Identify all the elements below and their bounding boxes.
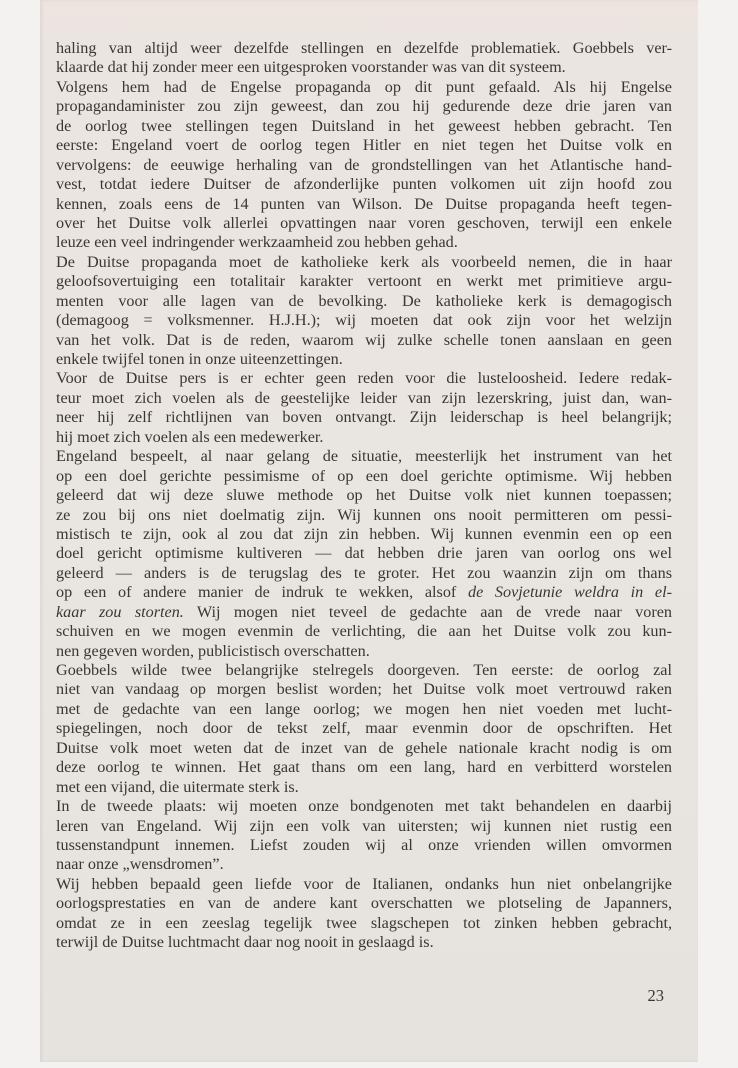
book-page <box>40 0 698 1062</box>
text-segment: Wij mogen niet teveel de gedachte aan de vrede naar voren <box>183 602 672 621</box>
text-segment: op een of andere manier de indruk te wekken, alsof <box>56 583 468 602</box>
text-line: geleerd — anders is de terugslag des te groter. Het zou waanzin zijn om thans <box>56 563 672 582</box>
paragraph <box>56 797 672 875</box>
text-line: leren van Engeland. Wij zijn een volk van uitersten; wij kunnen niet rustig een <box>56 816 672 835</box>
text-line: Engeland bespeelt, al naar gelang de situatie, meesterlijk het instrument van het <box>56 447 672 466</box>
text-line: Voor de Duitse pers is er echter geen reden voor die lusteloosheid. Iedere redak- <box>56 369 672 388</box>
text-line: oorlogsprestaties en van de andere kant overschatten we plotseling de Japanners, <box>56 894 672 913</box>
text-line: met de gedachte van een lange oorlog; we mogen hen niet voeden met lucht- <box>56 699 672 718</box>
italic-text: kaar zou storten. <box>56 602 184 621</box>
text-line: klaarde dat hij zonder meer een uitgesproken voorstander was van dit systeem. <box>56 58 566 77</box>
body-text <box>56 39 672 953</box>
paragraph <box>56 661 672 797</box>
text-line <box>56 603 672 622</box>
paragraph <box>56 369 672 447</box>
text-line: (demagoog = volksmenner. H.J.H.); wij moeten dat ook zijn voor het welzijn <box>56 311 672 330</box>
text-line: hij moet zich voelen als een medewerker. <box>56 427 324 446</box>
text-line: geloofsovertuiging een totalitair karakter vertoont en werkt met primitieve argu- <box>56 272 672 291</box>
text-line: nen gegeven worden, publicistisch overschatten. <box>56 641 370 660</box>
paragraph <box>56 447 672 661</box>
text-line: doel gericht optimisme kultiveren — dat hebben drie jaren van oorlog ons wel <box>56 544 672 563</box>
text-line: ze zou bij ons niet doelmatig zijn. Wij kunnen ons nooit permitteren om pessi- <box>56 505 672 524</box>
text-line: niet van vandaag op morgen beslist worden; het Duitse volk moet vertrouwd raken <box>56 680 672 699</box>
text-line: over het Duitse volk allerlei opvattingen naar voren geschoven, terwijl een enkele <box>56 213 672 232</box>
text-line: haling van altijd weer dezelfde stellingen en dezelfde problematiek. Goebbels ver- <box>56 39 672 57</box>
text-line: de oorlog twee stellingen tegen Duitsland in het geweest hebben gebracht. Ten <box>56 116 672 135</box>
text-line: leuze een veel indringender werkzaamheid zou hebben gehad. <box>56 233 458 252</box>
text-line: Volgens hem had de Engelse propaganda op dit punt gefaald. Als hij Engelse <box>56 77 672 96</box>
text-line <box>56 583 672 602</box>
text-line: In de tweede plaats: wij moeten onze bondgenoten met takt behandelen en daarbij <box>56 797 672 816</box>
text-line: vervolgens: de eeuwige herhaling van de grondstellingen van het Atlantische hand- <box>56 155 672 174</box>
text-line: vest, totdat iedere Duitser de afzonderlijke punten volkomen uit zijn hoofd zou <box>56 175 672 194</box>
italic-text: de Sovjetunie weldra in el- <box>467 583 672 602</box>
text-line: neer hij zelf richtlijnen van boven ontvangt. Zijn leiderschap is heel belangrijk; <box>56 408 672 427</box>
text-line: geleerd dat wij deze sluwe methode op het Duitse volk niet kunnen toepassen; <box>56 486 672 505</box>
text-line: enkele twijfel tonen in onze uiteenzettingen. <box>56 350 343 368</box>
text-line: propagandaminister zou zijn geweest, dan zou hij gedurende deze drie jaren van <box>56 97 672 116</box>
text-line: Wij hebben bepaald geen liefde voor de Italianen, ondanks hun niet onbelangrijke <box>56 874 672 893</box>
text-line: Duitse volk moet weten dat de inzet van de gehele nationale kracht nodig is om <box>56 738 672 757</box>
text-line: tussenstandpunt innemen. Liefst zouden wij al onze vrienden willen omvormen <box>56 835 672 854</box>
text-line: omdat ze in een zeeslag tegelijk twee slagschepen tot zinken hebben gebracht, <box>56 913 672 932</box>
paragraph <box>56 78 672 253</box>
text-line: naar onze „wensdromen”. <box>56 855 224 874</box>
text-line: deze oorlog te winnen. Het gaat thans om een lang, hard en verbitterd worstelen <box>56 758 672 777</box>
paragraph <box>56 253 672 370</box>
text-line: mistisch te zijn, ook al zou dat zijn zin hebben. Wij kunnen evenmin een op een <box>56 524 672 543</box>
text-line: eerste: Engeland voert de oorlog tegen Hitler en niet tegen het Duitse volk en <box>56 136 672 155</box>
text-line: terwijl de Duitse luchtmacht daar nog nooit in geslaagd is. <box>56 933 434 952</box>
text-line: op een doel gerichte pessimisme of op een doel gerichte optimisme. Wij hebben <box>56 466 672 485</box>
paragraph <box>56 39 672 78</box>
text-line: spiegelingen, noch door de tekst zelf, maar evenmin door de opschriften. Het <box>56 719 672 738</box>
paragraph <box>56 875 672 953</box>
text-line: De Duitse propaganda moet de katholieke kerk als voorbeeld nemen, die in haar <box>56 252 672 271</box>
text-line: Goebbels wilde twee belangrijke stelregels doorgeven. Ten eerste: de oorlog zal <box>56 661 672 679</box>
page-number: 23 <box>647 986 664 1005</box>
text-line: met een vijand, die uitermate sterk is. <box>56 777 299 796</box>
text-line: menten voor alle lagen van de bevolking. De katholieke kerk is demagogisch <box>56 291 672 310</box>
text-line: teur moet zich voelen als de geestelijke leider van zijn lezerskring, juist dan, wan- <box>56 388 672 407</box>
text-line: kennen, zoals eens de 14 punten van Wilson. De Duitse propaganda heeft tegen- <box>56 194 672 213</box>
text-line: van het volk. Dat is de reden, waarom wij zulke schelle tonen aanslaan en geen <box>56 330 672 349</box>
text-line: schuiven en we mogen evenmin de verlichting, die aan het Duitse volk zou kun- <box>56 622 672 641</box>
